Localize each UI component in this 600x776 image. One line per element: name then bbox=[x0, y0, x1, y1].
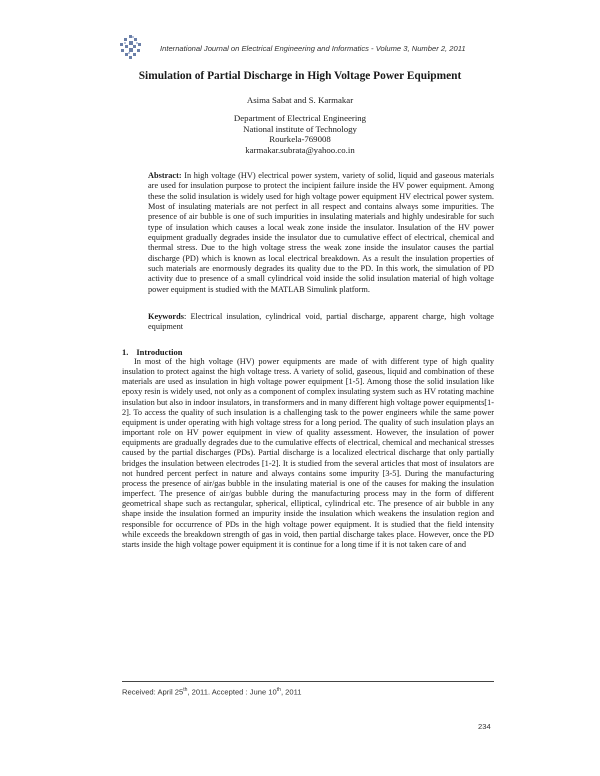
section-number: 1. bbox=[122, 347, 129, 357]
abstract-text: In high voltage (HV) electrical power system, variety of solid, liquid and gaseous materials are used for insulation purpose to protect the incipient failure inside the HV power equipment. Among these the solid insulation is widely used for high voltage power equipment HV electrical power system. Most of insulating materials are not perfect in all respect and contains always some impurities. The presence of air bubble is one of such impurities in insulating materials and highly undesirable for such type of insulation which causes a local weak zone inside the insulator. Insulation of the HV power equipment gradually degrades inside the insulator due to cumulative effect of electrical, chemical and thermal stress. Due to the high voltage stress the weak zone inside the insulator causes the partial discharge (PD) which is known as local electrical breakdown. As a result the insulation properties of such materials are enormously degrades its quality due to the PD. In this work, the simulation of PD activity due to presence of a small cylindrical void inside the solid insulation material of high voltage power equipment is studied with the MATLAB Simulink platform. bbox=[148, 171, 495, 294]
page-number: 234 bbox=[478, 722, 491, 731]
accepted-sup: th bbox=[276, 687, 281, 693]
affiliation-institute: National institute of Technology bbox=[243, 123, 357, 134]
section-heading bbox=[122, 347, 191, 357]
accepted-label: , 2011. Accepted : June 10 bbox=[187, 687, 277, 697]
journal-logo-icon bbox=[118, 34, 144, 60]
keywords-text: : Electrical insulation, cylindrical void, partial discharge, apparent charge, high voltage equipment bbox=[148, 312, 494, 332]
affiliation-department: Department of Electrical Engineering bbox=[233, 113, 367, 123]
affiliation-city: Rourkela-769008 bbox=[269, 134, 331, 145]
footnote-divider bbox=[122, 681, 494, 682]
section-title: Introduction bbox=[136, 347, 183, 357]
journal-citation: International Journal on Electrical Engineering and Informatics - Volume 3, Number 2, 2011 bbox=[160, 44, 466, 53]
paper-authors: Asima Sabat and S. Karmakar bbox=[246, 95, 354, 105]
abstract-label: Abstract: bbox=[148, 171, 182, 180]
introduction-text: In most of the high voltage (HV) power equipments are made of with different type of high quality insulation to protect against the high voltage tress. A variety of solid, gaseous, liquid and combination of these materials are used as insulation in high voltage power equipment [1-5]. Among those the solid insulation like epoxy resin is widely used, not only as a component of complex insulating system such as HV rotating machine insulation but also in indoor insulators, in transformers and in many different high voltage power equipments[1-2]. To access the quality of such insulation is a challenging task to the power engineers while the same power equipment is under operating with high voltage stress for a long period. The quality of such insulation plays an important role on HV power equipment in view of quality assessment. However, the insulation of power equipments are gradually degrades due to the cumulative effects of electrical, chemical and mechanical stresses caused by the partial discharges (PDs). Partial discharge is a localized electrical discharge that only partially bridges the insulation between electrodes [1-2]. It is studied from the several articles that most of insulators are not hundred percent perfect in nature and always contains some impurity [3-5]. During the manufacturing process the presence of air/gas bubble in the insulating material is one of the causes for making the insulation imperfect. The presence of air/gas bubble during the manufacturing process may in the form of different geometrical shape such as rectangular, spherical, elliptical, cylindrical etc. The presence of air bubble in any shape inside the insulation formed an impurity inside the insulation which weakens the insulation region and responsible for occurrence of PDs in the high voltage power equipment. It is studied that the field intensity while exceeds the breakdown strength of gas in void, then partial discharge takes place. However, once the PD starts inside the high voltage power equipment it is continue for a long time if it is not taken care of and bbox=[122, 357, 494, 549]
received-label: Received: April 25 bbox=[122, 687, 184, 697]
keywords-label: Keywords bbox=[148, 312, 184, 321]
keywords bbox=[148, 312, 494, 333]
affiliation-email: karmakar.subrata@yahoo.co.in bbox=[245, 144, 355, 155]
paper-title: Simulation of Partial Discharge in High Voltage Power Equipment bbox=[138, 70, 462, 82]
received-dates bbox=[122, 687, 302, 697]
affiliation-block bbox=[0, 113, 600, 155]
abstract bbox=[148, 171, 494, 295]
received-sup: th bbox=[183, 687, 188, 693]
accepted-year: , 2011 bbox=[280, 687, 302, 697]
journal-header bbox=[118, 34, 498, 60]
